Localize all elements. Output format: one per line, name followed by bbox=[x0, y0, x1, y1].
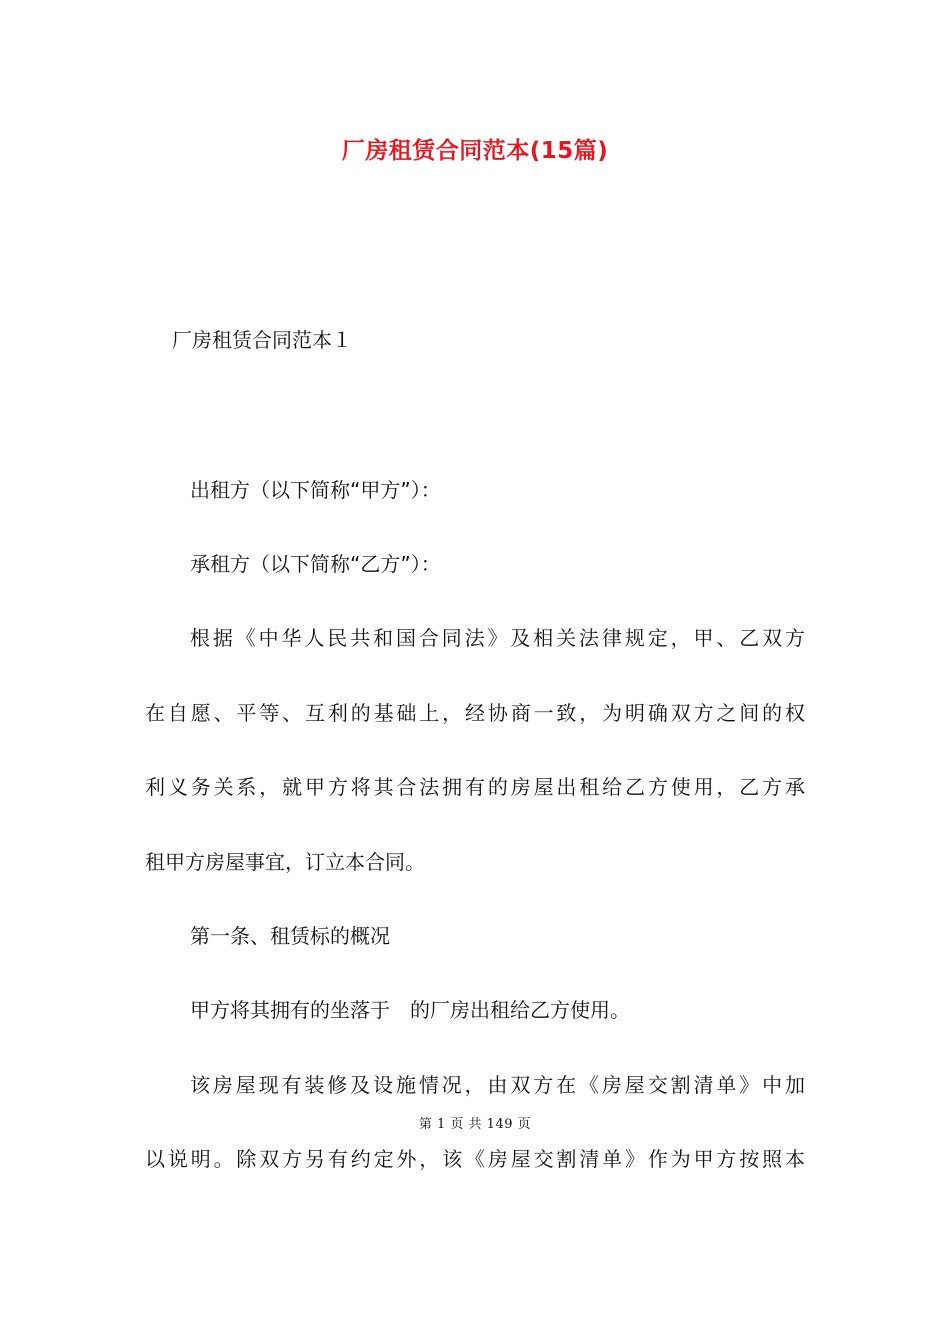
paragraph-line: 利义务关系，就甲方将其合法拥有的房屋出租给乙方使用，乙方承 bbox=[145, 775, 805, 799]
paragraph-line: 根据《中华人民共和国合同法》及相关法律规定，甲、乙双方 bbox=[190, 626, 805, 650]
paragraph-line: 在自愿、平等、互利的基础上，经协商一致，为明确双方之间的权 bbox=[145, 701, 805, 725]
paragraph-line: 甲方将其拥有的坐落于 的厂房出租给乙方使用。 bbox=[190, 998, 630, 1022]
lessee-line: 承租方（以下简称“乙方”）： bbox=[190, 552, 441, 576]
paragraph-line: 租甲方房屋事宜，订立本合同。 bbox=[145, 850, 425, 874]
section-heading: 厂房租赁合同范本１ bbox=[172, 328, 352, 352]
paragraph-line: 该房屋现有装修及设施情况，由双方在《房屋交割清单》中加 bbox=[190, 1073, 805, 1097]
lessor-line: 出租方（以下简称“甲方”）： bbox=[190, 478, 441, 502]
document-title: 厂房租赁合同范本(15篇) bbox=[341, 138, 609, 164]
article-heading: 第一条、租赁标的概况 bbox=[190, 924, 390, 948]
page-number: 第 1 页 共 149 页 bbox=[418, 1117, 532, 1132]
paragraph-line: 以说明。除双方另有约定外，该《房屋交割清单》作为甲方按照本 bbox=[145, 1147, 805, 1171]
